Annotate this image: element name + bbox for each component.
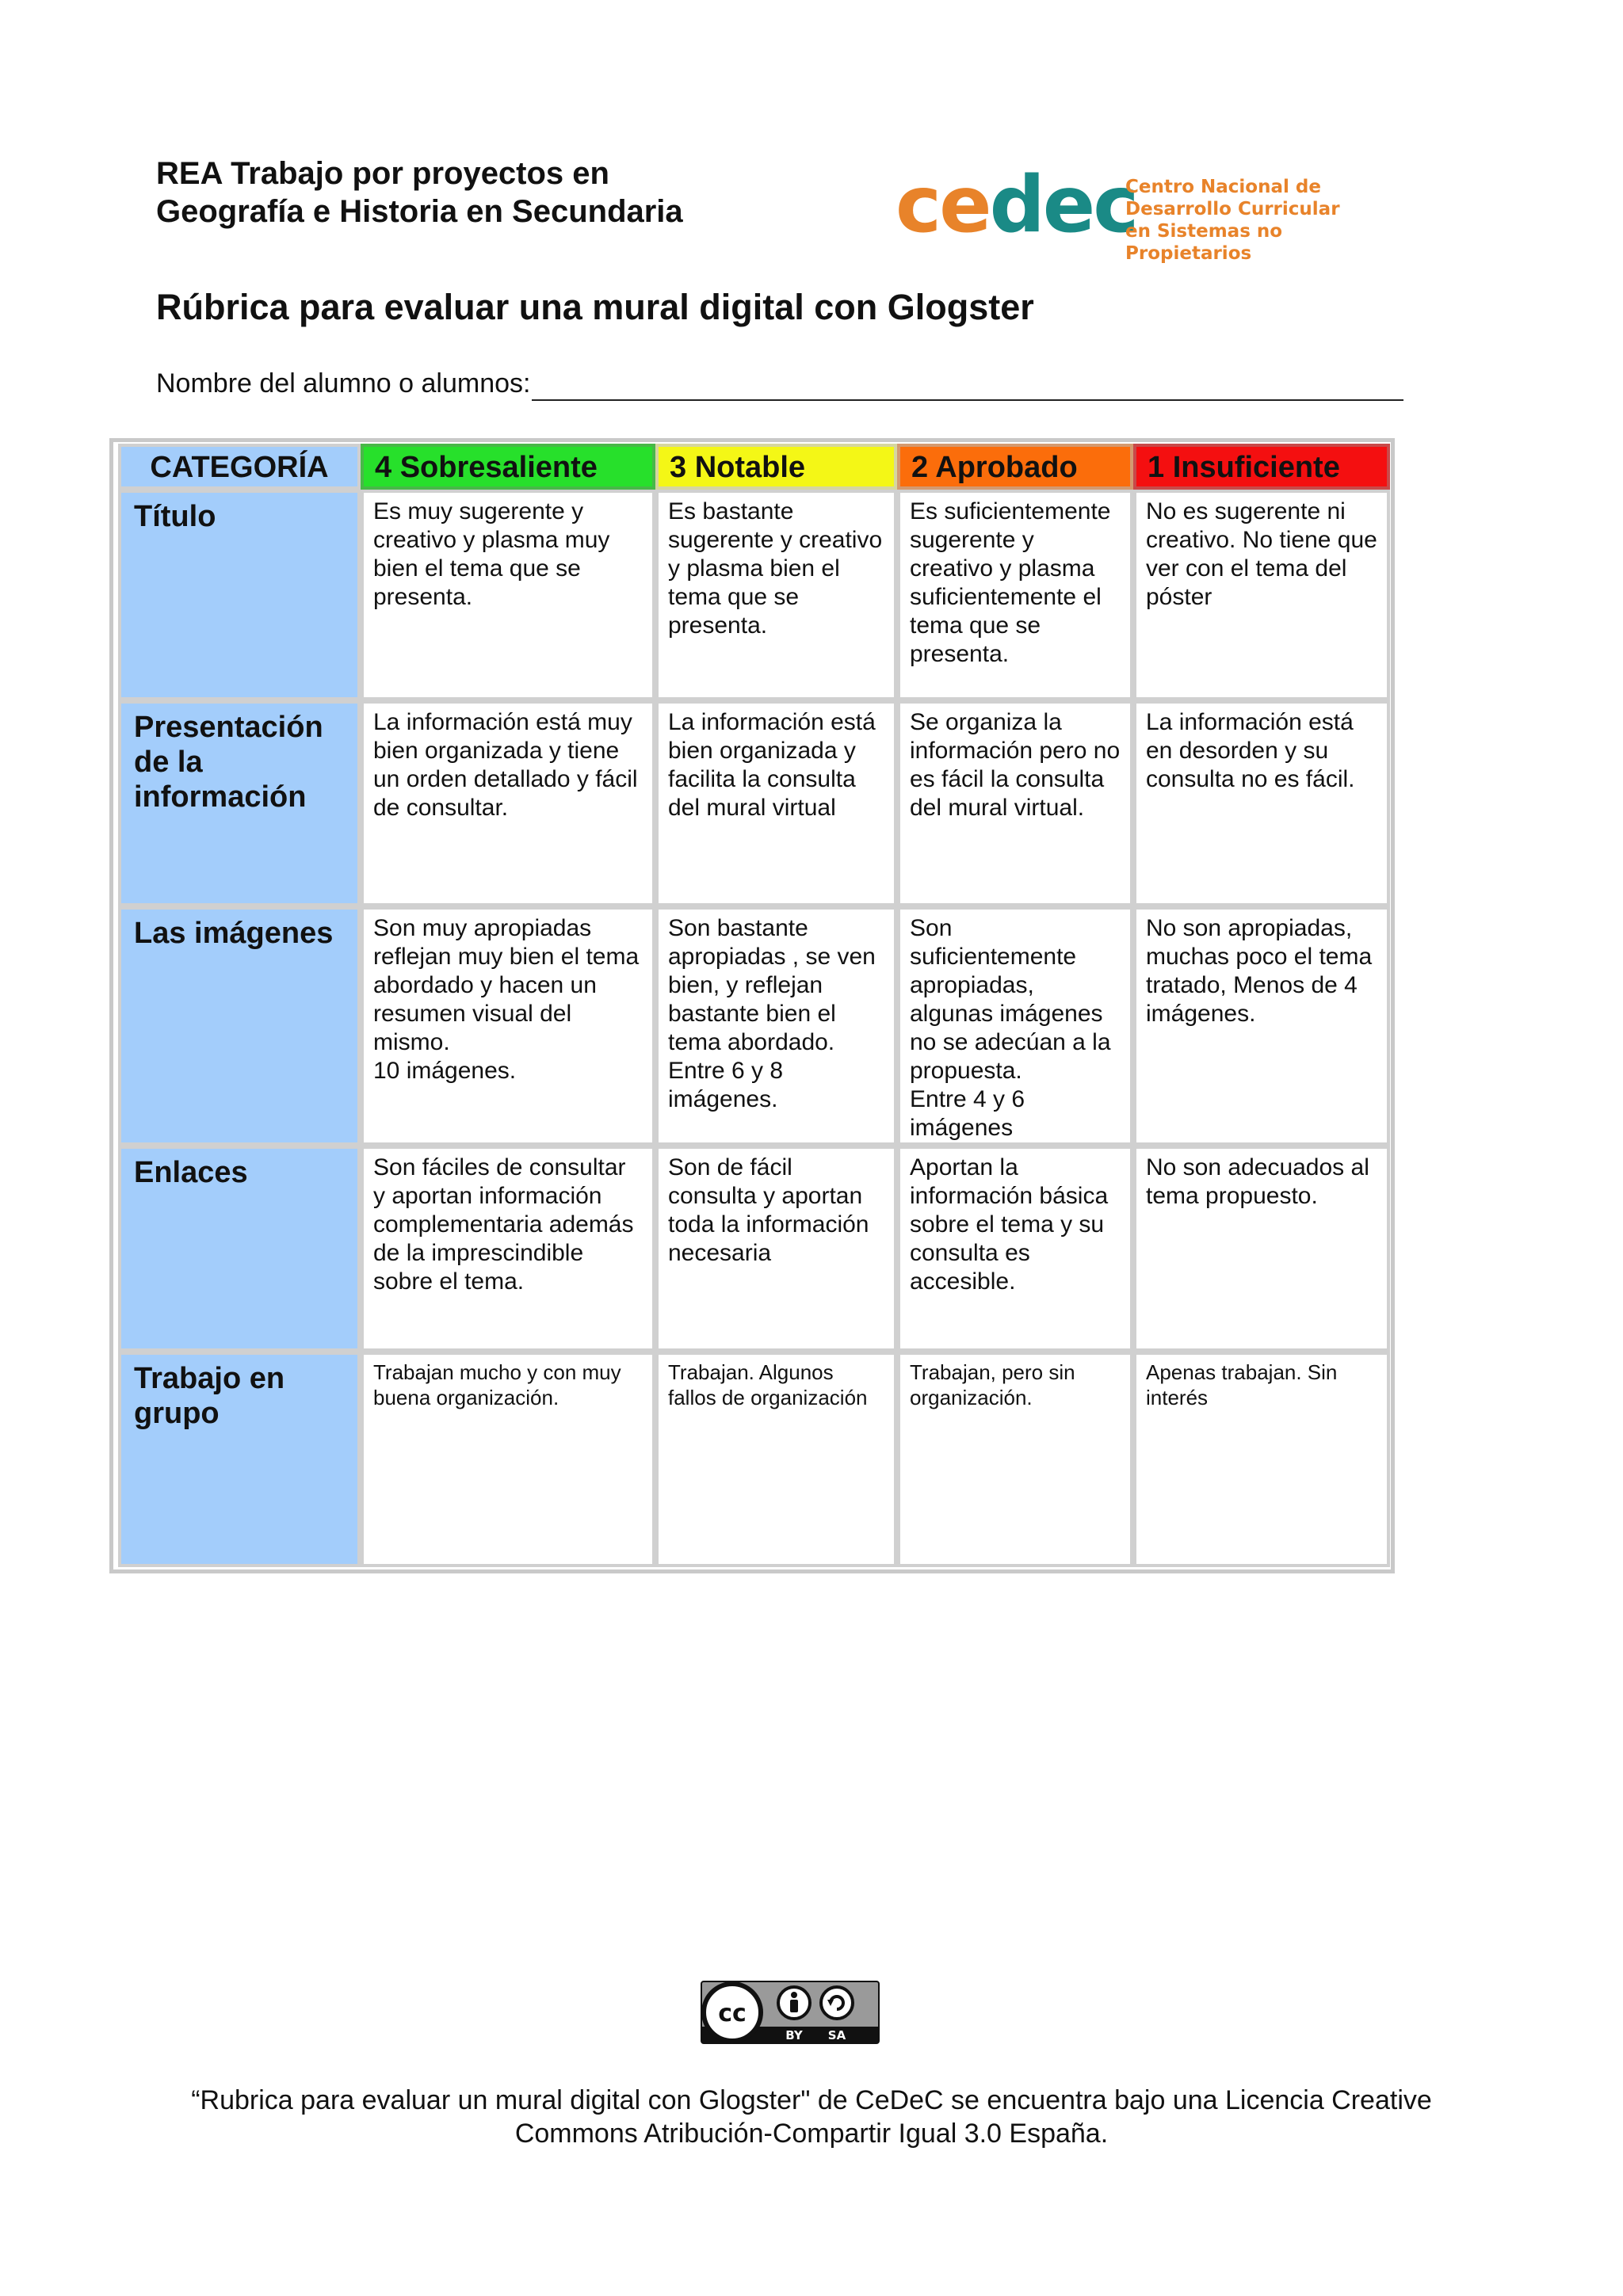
attribution-icon [778, 1987, 810, 2019]
category-titulo: Título [118, 490, 361, 700]
cell-enlaces-4: Son fáciles de consultar y aportan información complementaria además de la imprescindible sobre el tema. [361, 1146, 655, 1352]
student-name-blank [532, 371, 1403, 401]
project-title-line1: REA Trabajo por proyectos en [156, 156, 609, 191]
student-name-field [156, 366, 1403, 401]
cell-trabajo-1: Apenas trabajan. Sin interés [1133, 1352, 1390, 1567]
cell-trabajo-3: Trabajan. Algunos fallos de organización [655, 1352, 897, 1567]
cedec-logo [896, 160, 1371, 264]
cell-presentacion-2: Se organiza la información pero no es fácil la consulta del mural virtual. [897, 700, 1133, 906]
svg-text:cc: cc [718, 2000, 747, 2027]
project-title [156, 154, 683, 231]
cell-imagenes-3: Son bastante apropiadas , se ven bien, y reflejan bastante bien el tema abordado. Entre 6 y 8 imágenes. [655, 906, 897, 1146]
cell-trabajo-2: Trabajan, pero sin organización. [897, 1352, 1133, 1567]
header-aprobado: 2 Aprobado [897, 444, 1133, 490]
document-title: Rúbrica para evaluar una mural digital con Glogster [156, 287, 1034, 327]
cell-imagenes-1: No son apropiadas, muchas poco el tema tratado, Menos de 4 imágenes. [1133, 906, 1390, 1146]
project-title-line2: Geografía e Historia en Secundaria [156, 194, 683, 229]
header-notable: 3 Notable [655, 444, 897, 490]
cell-titulo-2: Es suficientemente sugerente y creativo y plasma suficientemente el tema que se presenta. [897, 490, 1133, 700]
license-line2: Commons Atribución-Compartir Igual 3.0 España. [514, 2119, 1109, 2149]
cell-imagenes-4: Son muy apropiadas reflejan muy bien el tema abordado y hacen un resumen visual del mismo. 10 imágenes. [361, 906, 655, 1146]
rubric-table [109, 438, 1395, 1573]
cell-titulo-1: No es sugerente ni creativo. No tiene que ver con el tema del póster [1133, 490, 1390, 700]
student-name-label: Nombre del alumno o alumnos: [156, 368, 531, 399]
cell-presentacion-1: La información está en desorden y su consulta no es fácil. [1133, 700, 1390, 906]
sa-label: SA [827, 2028, 846, 2042]
header-categoria: CATEGORÍA [118, 444, 361, 490]
category-imagenes: Las imágenes [118, 906, 361, 1146]
by-label: BY [785, 2028, 803, 2042]
cell-titulo-4: Es muy sugerente y creativo y plasma muy bien el tema que se presenta. [361, 490, 655, 700]
cell-trabajo-4: Trabajan mucho y con muy buena organización. [361, 1352, 655, 1567]
cc-icon [704, 1984, 761, 2041]
cell-presentacion-4: La información está muy bien organizada y tiene un orden detallado y fácil de consultar. [361, 700, 655, 906]
cell-imagenes-2: Son suficientemente apropiadas, algunas imágenes no se adecúan a la propuesta. Entre 4 y 6 imágenes [897, 906, 1133, 1146]
cell-presentacion-3: La información está bien organizada y facilita la consulta del mural virtual [655, 700, 897, 906]
category-trabajo-grupo: Trabajo en grupo [118, 1352, 361, 1567]
category-enlaces: Enlaces [118, 1146, 361, 1352]
category-presentacion: Presentación de la información [118, 700, 361, 906]
cc-by-sa-badge [701, 1981, 880, 2044]
cell-enlaces-1: No son adecuados al tema propuesto. [1133, 1146, 1390, 1352]
license-line1: “Rubrica para evaluar un mural digital con Glogster" de CeDeC se encuentra bajo una Licencia Creative [191, 2085, 1432, 2115]
header-insuficiente: 1 Insuficiente [1133, 444, 1390, 490]
cell-enlaces-2: Aportan la información básica sobre el tema y su consulta es accesible. [897, 1146, 1133, 1352]
header-sobresaliente: 4 Sobresaliente [361, 444, 655, 490]
cedec-logo-text: Centro Nacional de Desarrollo Curricular en Sistemas no Propietarios [1125, 177, 1340, 264]
cell-enlaces-3: Son de fácil consulta y aportan toda la información necesaria [655, 1146, 897, 1352]
share-alike-icon [821, 1987, 853, 2019]
license-text [119, 2084, 1504, 2150]
cell-titulo-3: Es bastante sugerente y creativo y plasma bien el tema que se presenta. [655, 490, 897, 700]
cedec-logo-wordmark: cedec [896, 160, 1137, 250]
